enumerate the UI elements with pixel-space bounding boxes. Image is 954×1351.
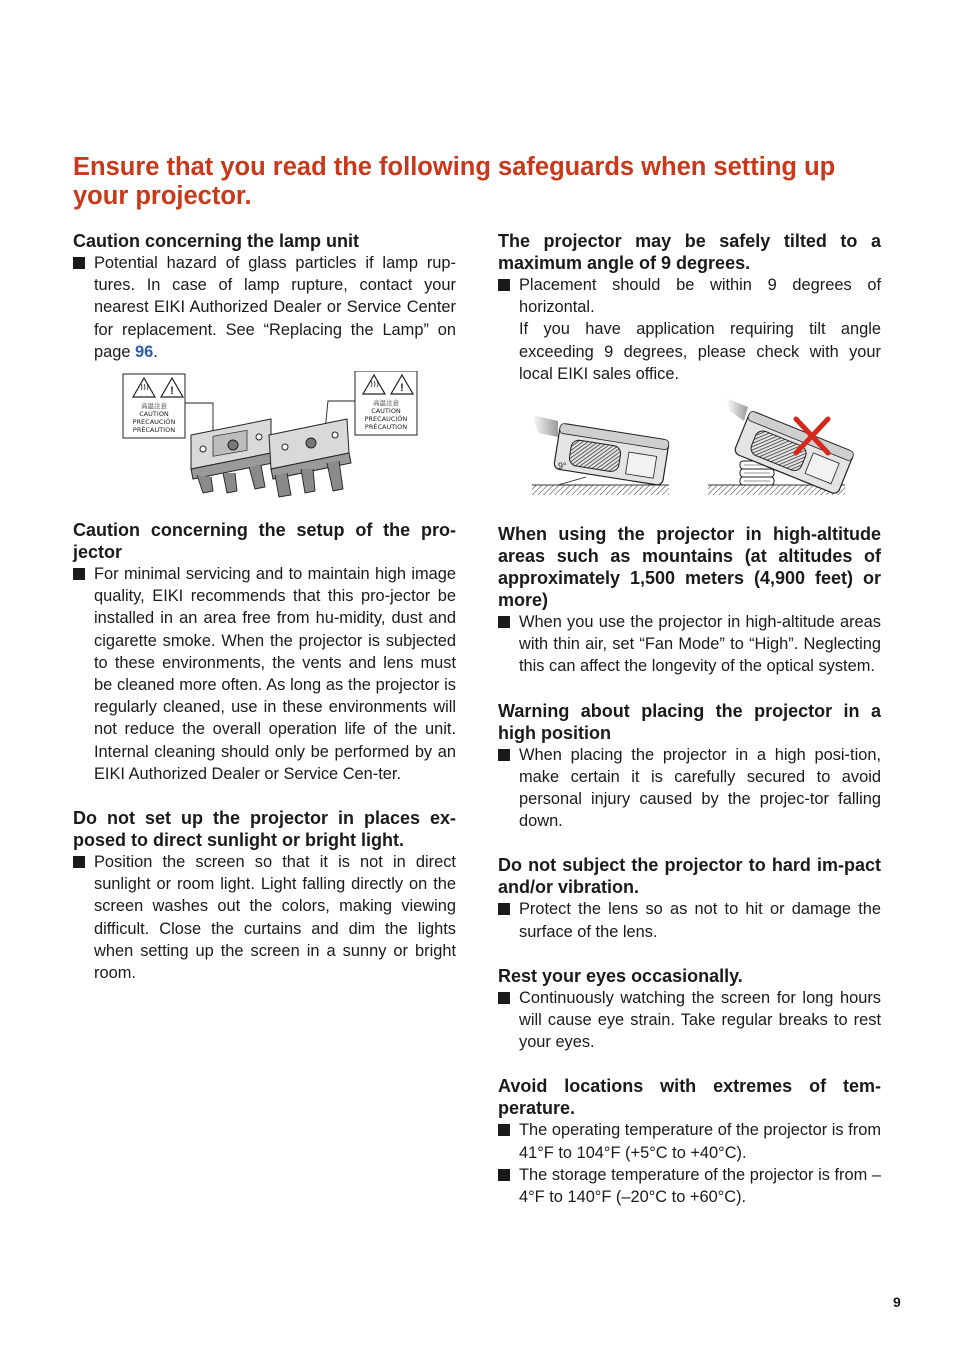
tilt-angle-label: 9° [558,461,567,472]
lamp-unit-right [269,419,351,497]
bullet-text: Protect the lens so as not to hit or damage the surface of the lens. [519,900,881,941]
section-heading: Caution concerning the lamp unit [73,231,360,251]
svg-text:!: ! [170,385,174,398]
left-column [73,230,456,1006]
section-setup-caution [73,519,456,785]
caution-label-line: PRÉCAUTION [364,423,408,432]
section-heading: Do not set up the projector in places ex-posed to direct sunlight or bright light. [73,808,456,851]
section-heading: Rest your eyes occasionally. [498,965,743,986]
bullet-item [73,563,456,785]
lamp-unit-illustration [73,371,456,501]
tilt-excess-figure [708,398,855,495]
bullet-item [73,252,456,363]
section-temperature [498,1075,881,1208]
page-link-96[interactable]: 96 [135,342,154,361]
page-title: Ensure that you read the following safeguards when setting up your projector. [73,153,836,210]
section-sunlight [73,807,456,984]
svg-text:!: ! [400,382,404,395]
bullet-text-end: . [153,342,158,361]
bullet-text: When you use the projector in high-altitude areas with thin air, set “Fan Mode” to “High”. Neglecting this can affect the longevity of the optical system. [519,613,881,676]
section-heading: Warning about placing the projector in a high position [498,700,881,743]
section-impact [498,854,881,942]
bullet-text: For minimal servicing and to maintain high image quality, EIKI recommends that this pro-jector be installed in an area free from hu-midity, dust and cigarette smoke. When the projector is subjected to these environments, the vents and lens must be cleaned more often. As long as the projector is regularly cleaned, use in these environments will not reduce the overall operation life of the unit. Internal cleaning should only be performed by an EIKI Authorized Dealer or Service Cen-ter. [94,565,456,783]
bullet-square-icon [73,568,85,580]
caution-label-line: CAUTION [371,407,401,416]
right-column [498,230,881,1230]
bullet-text: Potential hazard of glass particles if lamp rup-tures. In case of lamp rupture, contact your nearest EIKI Authorized Dealer or Service Center for replacement. See “Replacing the Lamp” on page [94,254,456,361]
bullet-square-icon [73,856,85,868]
bullet-item [498,611,881,678]
section-heading: The projector may be safely tilted to a maximum angle of 9 degrees. [498,231,881,273]
caution-label-left [123,374,185,438]
caution-label-line: PRECAUCIÓN [132,418,176,427]
bullet-item [498,898,881,942]
bullet-square-icon [498,1124,510,1136]
bullet-square-icon [498,1169,510,1181]
caution-label-line: CAUTION [139,410,169,419]
bullet-text: Continuously watching the screen for long hours will cause eye strain. Take regular breaks to rest your eyes. [519,988,881,1052]
bullet-text: Position the screen so that it is not in direct sunlight or room light. Light falling directly on the screen washes out the colors, making viewing difficult. Close the curtains and dim the lights when setting up the screen in a sunny or bright room. [94,853,456,983]
section-heading: Do not subject the projector to hard im-pact and/or vibration. [498,855,881,898]
bullet-text: When placing the projector in a high posi-tion, make certain it is carefully secured to avoid personal injury caused by the projec-tor falling down. [519,745,881,831]
tilt-ok-figure [532,415,669,495]
bullet-item [498,744,881,833]
bullet-square-icon [498,749,510,761]
caution-label-line: PRÉCAUTION [132,426,176,435]
caution-label-line: PRECAUCIÓN [364,415,408,424]
caution-label-right [355,371,417,435]
bullet-item [498,274,881,385]
bullet-text: If you have application requiring tilt angle exceeding 9 degrees, please check with your local EIKI sales office. [519,320,881,383]
caution-label-line: 高温注意 [141,402,167,411]
section-high-position [498,700,881,833]
section-lamp-caution [73,230,456,363]
page-number: 9 [893,1294,901,1310]
bullet-item [498,987,881,1054]
bullet-item [498,1119,881,1163]
bullet-square-icon [498,992,510,1004]
tilt-illustration [498,393,881,505]
section-heading: When using the projector in high-altitude areas such as mountains (at altitudes of approximately 1,500 meters (4,900 feet) or more) [498,524,881,611]
section-heading: Caution concerning the setup of the pro-jector [73,520,456,563]
bullet-text: The operating temperature of the projector is from 41°F to 104°F (+5°C to +40°C). [519,1121,881,1162]
bullet-square-icon [73,257,85,269]
section-heading: Avoid locations with extremes of tem-perature. [498,1076,881,1119]
bullet-text: Placement should be within 9 degrees of horizontal. [519,276,881,317]
section-eyes [498,965,881,1054]
bullet-square-icon [498,616,510,628]
bullet-item [498,1164,881,1208]
caution-label-line: 高温注意 [373,399,399,408]
bullet-square-icon [498,279,510,291]
section-altitude [498,523,881,678]
bullet-square-icon [498,903,510,915]
section-tilt [498,230,881,385]
lamp-unit-left [191,419,273,493]
bullet-item [73,851,456,984]
bullet-text: The storage temperature of the projector is from –4°F to 140°F (–20°C to +60°C). [519,1165,881,1207]
